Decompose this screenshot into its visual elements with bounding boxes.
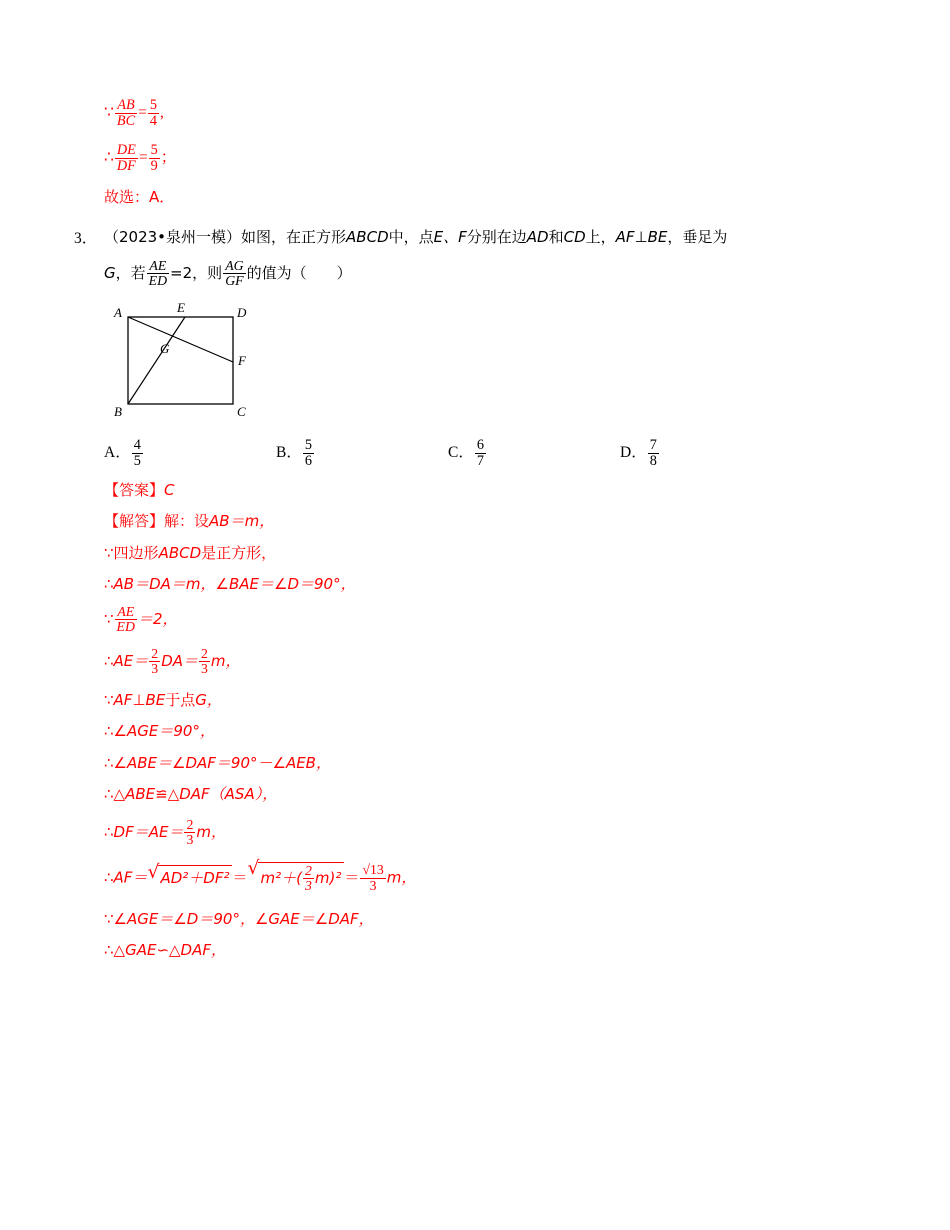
top-line-2 [104, 143, 874, 174]
step-11-math: ∠AGE＝∠D＝90°，∠GAE＝∠DAF， [113, 909, 374, 928]
question-text-4: 和 [548, 228, 564, 247]
label-e: E [177, 299, 185, 315]
step-5-cn: 于点 [165, 690, 196, 709]
answer-solution-block [104, 479, 874, 962]
step-8-math: △ABE≌△DAF（ASA）， [113, 785, 278, 804]
top-line-1 [104, 98, 874, 129]
solution-step-8 [104, 783, 874, 806]
question-text-line-2 [104, 259, 874, 289]
step-6-mark: ∴ [104, 722, 114, 741]
solution-step-3 [104, 605, 874, 635]
step-4-frac-1: $\frac{2}{3}$ [151, 645, 159, 677]
step-10-rad2-pre: m²＋( [260, 868, 302, 887]
step-9-mark: ∴ [104, 822, 114, 841]
question-perp: AF⊥BE [615, 228, 668, 247]
label-a: A [114, 304, 122, 320]
top-line-2-eq: = [138, 149, 148, 167]
question-text-3: 分别在边 [466, 228, 527, 247]
choice-list [104, 438, 874, 469]
answer-label: 【答案】 [104, 480, 165, 499]
label-d: D [237, 304, 247, 320]
document-content [74, 97, 874, 971]
step-2-mark: ∴ [104, 575, 114, 594]
solution-step-9 [104, 818, 874, 848]
step-4-pre: AE＝ [113, 651, 149, 670]
step-4-tail: m， [210, 651, 241, 670]
question-text-5: 上， [585, 228, 616, 247]
choice-b[interactable] [276, 438, 448, 469]
choice-d-key: D． [620, 443, 647, 461]
question-ratio1-eq: =2 [170, 263, 193, 282]
step-3-ratio: $\frac{AE}{ED}$ [116, 603, 135, 635]
step-1-cn2: 是正方形， [201, 543, 277, 562]
question-ratio-ag-gf: $\frac{AG}{GF}$ [225, 257, 244, 289]
question-shape-abcd: ABCD [346, 228, 389, 247]
choice-b-value: $\frac{5}{6}$ [304, 436, 312, 469]
solution-label: 【解答】 [104, 512, 165, 531]
solution-step-10 [104, 862, 874, 894]
question-points-ef: E、F [433, 228, 467, 247]
solution-intro: 解：设 [164, 512, 210, 531]
answer-value: C [164, 480, 175, 499]
question-3 [74, 226, 874, 289]
step-12-mark: ∴ [104, 941, 114, 960]
segment-be [128, 317, 185, 404]
step-3-mark: ∵ [104, 609, 114, 628]
step-2-math: AB＝DA＝m，∠BAE＝∠D＝90°， [113, 575, 356, 594]
top-line-2-value: $\frac{5}{9}$ [150, 141, 158, 174]
top-line-2-ratio: $\frac{DE}{DF}$ [116, 141, 136, 174]
step-10-rad2-frac: $\frac{2}{3}$ [304, 862, 312, 894]
question-ratio-ae-ed: $\frac{AE}{ED}$ [148, 257, 168, 289]
solution-intro-math: AB＝m， [209, 512, 275, 531]
top-line-1-ratio: $\frac{AB}{BC}$ [116, 97, 136, 129]
step-1-cn: 四边形 [113, 543, 159, 562]
step-5-math2: G， [195, 690, 222, 709]
square-outline [128, 317, 233, 404]
step-8-mark: ∴ [104, 785, 114, 804]
question-text-8: ，则 [192, 263, 223, 282]
step-11-mark: ∵ [104, 909, 114, 928]
top-line-1-prefix: ∵ [104, 104, 114, 122]
choice-c[interactable] [448, 438, 620, 469]
step-10-eq-2: ＝ [344, 868, 360, 887]
question-point-g: G [104, 263, 116, 282]
answer-line [104, 479, 874, 502]
choice-a-key: A． [104, 443, 131, 461]
step-7-math: ∠ABE＝∠DAF＝90°－∠AEB， [113, 753, 331, 772]
label-g: G [160, 340, 170, 356]
step-4-mark: ∴ [104, 651, 114, 670]
label-c: C [237, 403, 246, 419]
step-6-math: ∠AGE＝90°， [113, 722, 215, 741]
top-line-2-suffix: ； [160, 149, 177, 167]
choice-b-key: B． [276, 443, 302, 461]
top-line-2-prefix: ∴ [104, 149, 114, 167]
solution-step-2 [104, 573, 874, 596]
step-10-eq-1: ＝ [232, 868, 248, 887]
geometry-figure [108, 299, 874, 424]
choice-d[interactable] [620, 438, 792, 469]
step-5-mark: ∵ [104, 690, 114, 709]
step-3-tail: ＝2， [137, 609, 178, 628]
choice-a[interactable] [104, 438, 276, 469]
choice-a-value: $\frac{4}{5}$ [133, 436, 141, 469]
solution-step-7 [104, 752, 874, 775]
choice-c-value: $\frac{6}{7}$ [476, 436, 484, 469]
step-10-sqrt-2 [247, 862, 344, 894]
step-10-sqrt-1: √ AD²＋DF² [147, 865, 232, 890]
step-4-mid: DA＝ [161, 651, 199, 670]
step-10-rad2-post: m)² [314, 868, 342, 887]
step-12-math: △GAE∽△DAF， [113, 941, 226, 960]
square-abcd-diagram [108, 299, 278, 419]
step-10-mark: ∴ [104, 868, 114, 887]
question-text-1: 如图，在正方形 [241, 228, 347, 247]
label-b: B [114, 403, 122, 419]
choice-d-value: $\frac{7}{8}$ [649, 436, 657, 469]
top-line-1-value: $\frac{5}{4}$ [149, 97, 157, 129]
solution-step-6 [104, 720, 874, 743]
step-1-math: ABCD [158, 543, 202, 562]
solution-step-11 [104, 908, 874, 931]
question-side-cd: CD [563, 228, 586, 247]
step-9-tail: m， [196, 822, 226, 841]
question-side-ad: AD [526, 228, 549, 247]
top-line-1-suffix: , [159, 104, 164, 122]
step-10-pre: AF＝ [113, 868, 148, 887]
question-text-6: ，垂足为 [667, 228, 728, 247]
question-text-7: ，若 [115, 263, 146, 282]
step-9-frac: $\frac{2}{3}$ [186, 816, 194, 848]
step-9-pre: DF＝AE＝ [113, 822, 184, 841]
solution-intro-line [104, 510, 874, 533]
top-answer-line: 故选：A． [104, 187, 175, 206]
solution-step-1 [104, 542, 874, 565]
solution-step-12 [104, 939, 874, 962]
question-text-2: 中，点 [388, 228, 434, 247]
choice-c-key: C． [448, 443, 474, 461]
top-line-1-eq: = [138, 104, 147, 122]
question-source: （2023•泉州一模） [104, 228, 242, 247]
solution-step-4 [104, 647, 874, 677]
solution-step-5 [104, 689, 874, 712]
step-7-mark: ∴ [104, 753, 114, 772]
step-10-result: $\frac{√13}{3}$ [362, 862, 384, 893]
step-5-math: AF⊥BE [113, 690, 166, 709]
question-text-line-1 [104, 226, 874, 249]
question-number: 3． [74, 230, 98, 248]
step-10-tail: m， [386, 868, 417, 887]
question-text-9: 的值为（ ） [246, 263, 352, 282]
step-4-frac-2: $\frac{2}{3}$ [201, 645, 208, 677]
label-f: F [238, 352, 246, 368]
step-1-mark: ∵ [104, 543, 114, 562]
